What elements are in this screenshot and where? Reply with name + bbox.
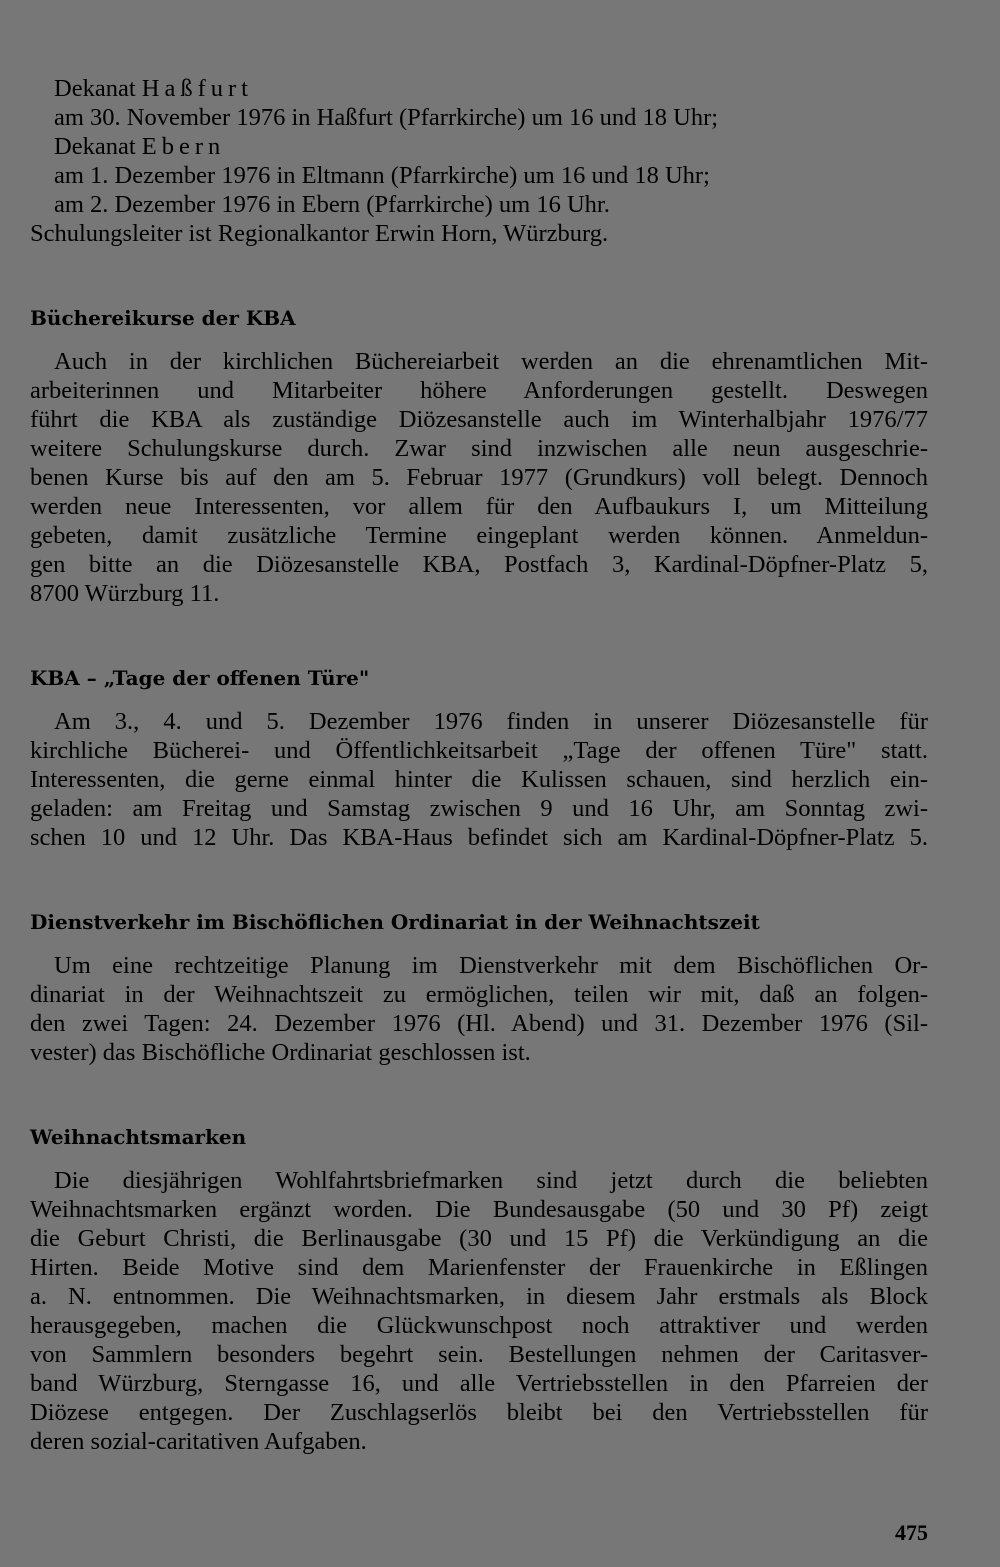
section-heading-buechereikurse: Büchereikurse der KBA [30,306,296,330]
intro-line-1-text: Dekanat [54,75,142,102]
text-line: vester) das Bischöfliche Ordinariat geschlossen ist. [30,1039,531,1066]
intro-line-4: am 1. Dezember 1976 in Eltmann (Pfarrkirche) um 16 und 18 Uhr; [54,162,710,189]
section-heading-dienstverkehr: Dienstverkehr im Bischöflichen Ordinariat in der Weihnachtszeit [30,910,760,934]
intro-line-3-text: Dekanat [54,133,142,160]
intro-block [30,74,928,248]
text-line: weitere Schulungskurse durch. Zwar sind inzwischen alle neun ausgeschrie- [30,435,928,462]
text-line: 8700 Würzburg 11. [30,580,220,607]
section-heading-tage-der-offenen-tuere: KBA – „Tage der offenen Türe" [30,666,370,690]
text-line: band Würzburg, Sterngasse 16, und alle Vertriebsstellen in den Pfarreien der [30,1370,928,1397]
intro-line-6: Schulungsleiter ist Regionalkantor Erwin Horn, Würzburg. [30,220,609,247]
dekanat-hassfurt-name: Haßfurt [141,75,253,102]
text-line: Diözese entgegen. Der Zuschlagserlös bleibt bei den Vertriebsstellen für [30,1399,928,1426]
text-line: arbeiterinnen und Mitarbeiter höhere Anforderungen gestellt. Deswegen [30,377,928,404]
text-line: Auch in der kirchlichen Büchereiarbeit werden an die ehrenamtlichen Mit- [54,348,928,375]
text-line: benen Kurse bis auf den am 5. Februar 1977 (Grundkurs) voll belegt. Dennoch [30,464,928,491]
text-line: Hirten. Beide Motive sind dem Marienfenster der Frauenkirche in Eßlingen [30,1254,928,1281]
text-line: Interessenten, die gerne einmal hinter die Kulissen schauen, sind herzlich ein- [30,766,928,793]
text-line: herausgegeben, machen die Glückwunschpost noch attraktiver und werden [30,1312,928,1339]
text-line: a. N. entnommen. Die Weihnachtsmarken, in diesem Jahr erstmals als Block [30,1283,928,1310]
text-line: schen 10 und 12 Uhr. Das KBA-Haus befindet sich am Kardinal-Döpfner-Platz 5. [30,824,928,851]
section-body-dienstverkehr [30,951,928,1067]
text-line: Weihnachtsmarken ergänzt worden. Die Bundesausgabe (50 und 30 Pf) zeigt [30,1196,928,1223]
page-number: 475 [895,1520,928,1545]
text-line: werden neue Interessenten, vor allem für den Aufbaukurs I, um Mitteilung [30,493,928,520]
section-body-weihnachtsmarken [30,1166,928,1456]
text-line: Am 3., 4. und 5. Dezember 1976 finden in unserer Diözesanstelle für [54,708,928,735]
text-line: gebeten, damit zusätzliche Termine eingeplant werden können. Anmeldun- [30,522,928,549]
text-line: führt die KBA als zuständige Diözesanstelle auch im Winterhalbjahr 1976/77 [30,406,928,433]
text-line: dinariat in der Weihnachtszeit zu ermöglichen, teilen wir mit, daß an folgen- [30,981,928,1008]
intro-line-1 [30,74,928,103]
text-line: Die diesjährigen Wohlfahrtsbriefmarken sind jetzt durch die beliebten [54,1167,928,1194]
intro-line-5: am 2. Dezember 1976 in Ebern (Pfarrkirche) um 16 Uhr. [54,191,610,218]
text-line: von Sammlern besonders begehrt sein. Bestellungen nehmen der Caritasver- [30,1341,928,1368]
text-line: geladen: am Freitag und Samstag zwischen 9 und 16 Uhr, am Sonntag zwi- [30,795,928,822]
text-line: die Geburt Christi, die Berlinausgabe (30 und 15 Pf) die Verkündigung an die [30,1225,928,1252]
section-heading-weihnachtsmarken: Weihnachtsmarken [30,1125,247,1149]
intro-line-3 [30,132,928,161]
text-line: kirchliche Bücherei- und Öffentlichkeitsarbeit „Tage der offenen Türe" statt. [30,737,928,764]
intro-line-2: am 30. November 1976 in Haßfurt (Pfarrkirche) um 16 und 18 Uhr; [54,104,719,131]
section-body-buechereikurse [30,347,928,608]
section-body-tage-der-offenen-tuere [30,707,928,852]
text-line: Um eine rechtzeitige Planung im Dienstverkehr mit dem Bischöflichen Or- [54,952,928,979]
text-line: gen bitte an die Diözesanstelle KBA, Postfach 3, Kardinal-Döpfner-Platz 5, [30,551,928,578]
text-line: den zwei Tagen: 24. Dezember 1976 (Hl. Abend) und 31. Dezember 1976 (Sil- [30,1010,928,1037]
text-line: deren sozial-caritativen Aufgaben. [30,1428,367,1455]
dekanat-ebern-name: Ebern [141,133,226,160]
